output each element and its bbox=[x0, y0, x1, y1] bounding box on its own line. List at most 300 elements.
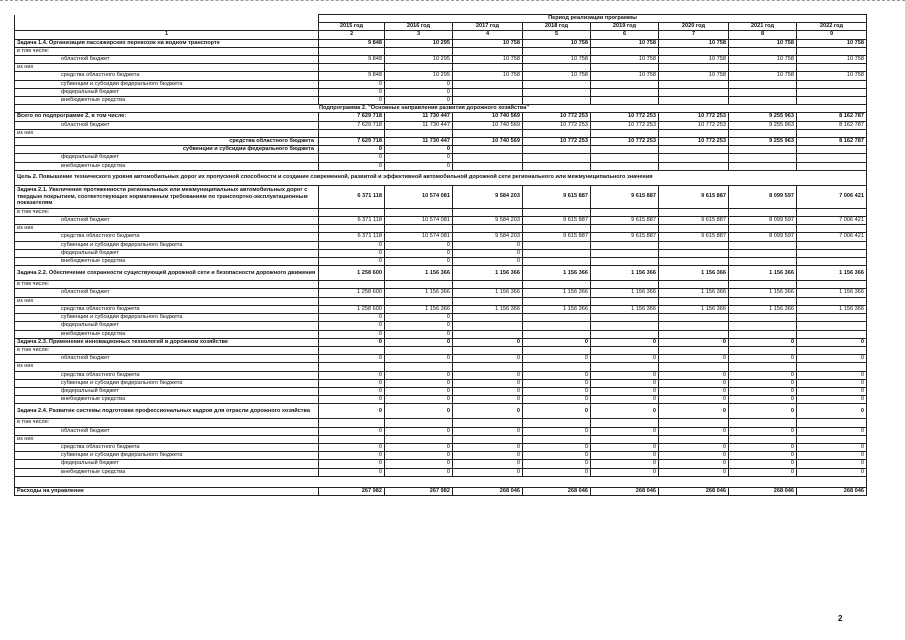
value-cell: 9 615 887 bbox=[523, 233, 591, 241]
value-cell bbox=[385, 297, 453, 305]
value-cell: 7 006 421 bbox=[797, 185, 867, 208]
value-cell: 0 bbox=[797, 468, 867, 476]
value-cell bbox=[453, 297, 523, 305]
row-label: внебюджетные средства bbox=[15, 258, 319, 266]
row-label: внебюджетные средства bbox=[15, 396, 319, 404]
value-cell: 7 629 718 bbox=[319, 113, 385, 121]
value-cell: 0 bbox=[591, 338, 659, 346]
value-cell: 0 bbox=[385, 162, 453, 170]
table-row bbox=[15, 47, 867, 55]
value-cell: 0 bbox=[659, 338, 729, 346]
value-cell bbox=[523, 88, 591, 96]
value-cell bbox=[797, 154, 867, 162]
value-cell bbox=[591, 363, 659, 371]
value-cell: 0 bbox=[453, 249, 523, 257]
column-number-cell: 9 bbox=[797, 31, 867, 39]
value-cell bbox=[797, 435, 867, 443]
value-cell bbox=[453, 64, 523, 72]
value-cell: 8 099 597 bbox=[729, 217, 797, 225]
value-cell: 10 758 bbox=[523, 39, 591, 47]
year-header-cell: 2017 год bbox=[453, 23, 523, 31]
table-row bbox=[15, 217, 867, 225]
value-cell bbox=[319, 129, 385, 137]
value-cell bbox=[797, 346, 867, 354]
value-cell: 0 bbox=[591, 396, 659, 404]
row-label: Расходы на управление bbox=[15, 487, 319, 495]
value-cell: 0 bbox=[385, 146, 453, 154]
value-cell: 9 255 963 bbox=[729, 121, 797, 129]
period-header-row bbox=[15, 15, 867, 23]
value-cell: 0 bbox=[591, 427, 659, 435]
value-cell bbox=[591, 208, 659, 216]
spacer-cell bbox=[15, 476, 867, 487]
value-cell bbox=[729, 64, 797, 72]
value-cell bbox=[591, 281, 659, 289]
row-label: Задача 2.1. Увеличение протяженности региональных или межмуниципальных автомобильных дорог с твердым покрытием, соответствующих нормативным требованиям по транспортно-эксплуатационным показателям bbox=[15, 185, 319, 208]
value-cell: 0 bbox=[797, 355, 867, 363]
value-cell: 0 bbox=[453, 371, 523, 379]
value-cell bbox=[319, 208, 385, 216]
value-cell: 0 bbox=[385, 338, 453, 346]
value-cell: 7 629 718 bbox=[319, 138, 385, 146]
table-row bbox=[15, 56, 867, 64]
value-cell: 0 bbox=[591, 387, 659, 395]
value-cell: 1 156 366 bbox=[453, 289, 523, 297]
value-cell: 10 758 bbox=[729, 56, 797, 64]
value-cell bbox=[385, 281, 453, 289]
value-cell: 10 295 bbox=[385, 72, 453, 80]
value-cell bbox=[797, 129, 867, 137]
value-cell bbox=[319, 225, 385, 233]
value-cell: 0 bbox=[385, 97, 453, 105]
budget-table bbox=[14, 14, 867, 496]
value-cell bbox=[659, 97, 729, 105]
value-cell: 268 046 bbox=[729, 487, 797, 495]
value-cell bbox=[453, 330, 523, 338]
value-cell: 1 156 366 bbox=[659, 289, 729, 297]
value-cell: 0 bbox=[729, 460, 797, 468]
value-cell: 0 bbox=[319, 314, 385, 322]
value-cell: 0 bbox=[453, 338, 523, 346]
value-cell: 0 bbox=[319, 330, 385, 338]
value-cell: 0 bbox=[319, 427, 385, 435]
value-cell: 0 bbox=[385, 314, 453, 322]
table-row bbox=[15, 330, 867, 338]
value-cell: 0 bbox=[453, 396, 523, 404]
value-cell bbox=[729, 80, 797, 88]
row-label: федеральный бюджет bbox=[15, 387, 319, 395]
value-cell: 0 bbox=[319, 249, 385, 257]
value-cell bbox=[523, 314, 591, 322]
value-cell bbox=[523, 208, 591, 216]
table-row bbox=[15, 121, 867, 129]
value-cell: 0 bbox=[591, 379, 659, 387]
value-cell: 0 bbox=[385, 387, 453, 395]
value-cell: 10 758 bbox=[523, 72, 591, 80]
value-cell bbox=[659, 162, 729, 170]
value-cell: 8 099 597 bbox=[729, 185, 797, 208]
value-cell: 10 574 081 bbox=[385, 185, 453, 208]
value-cell bbox=[453, 146, 523, 154]
table-row bbox=[15, 241, 867, 249]
value-cell: 1 156 366 bbox=[797, 266, 867, 281]
row-label: субвенции и субсидии федерального бюджета bbox=[15, 146, 319, 154]
row-label: областной бюджет bbox=[15, 427, 319, 435]
value-cell bbox=[523, 47, 591, 55]
value-cell bbox=[591, 435, 659, 443]
value-cell: 0 bbox=[523, 452, 591, 460]
value-cell: 0 bbox=[729, 396, 797, 404]
value-cell bbox=[523, 154, 591, 162]
table-row bbox=[15, 396, 867, 404]
value-cell: 0 bbox=[797, 396, 867, 404]
table-row bbox=[15, 476, 867, 487]
value-cell bbox=[797, 281, 867, 289]
value-cell: 0 bbox=[797, 387, 867, 395]
subprogram-heading: Подпрограмма 2. "Основные направления развития дорожного хозяйства" bbox=[15, 105, 867, 113]
value-cell bbox=[591, 162, 659, 170]
value-cell: 6 371 118 bbox=[319, 217, 385, 225]
value-cell: 0 bbox=[591, 460, 659, 468]
column-number-cell: 8 bbox=[729, 31, 797, 39]
value-cell: 0 bbox=[319, 387, 385, 395]
value-cell bbox=[319, 419, 385, 427]
value-cell: 0 bbox=[591, 404, 659, 419]
value-cell: 0 bbox=[659, 452, 729, 460]
value-cell bbox=[659, 146, 729, 154]
value-cell: 10 772 253 bbox=[523, 113, 591, 121]
value-cell bbox=[523, 258, 591, 266]
value-cell: 10 758 bbox=[797, 72, 867, 80]
row-label: областной бюджет bbox=[15, 56, 319, 64]
value-cell bbox=[385, 64, 453, 72]
value-cell bbox=[729, 346, 797, 354]
value-cell: 0 bbox=[453, 443, 523, 451]
value-cell: 8 099 597 bbox=[729, 233, 797, 241]
column-number-row bbox=[15, 31, 867, 39]
row-label: Задача 2.4. Развитие системы подготовки профессиональных кадров для отрасли дорожного хозяйства bbox=[15, 404, 319, 419]
table-row bbox=[15, 64, 867, 72]
value-cell: 0 bbox=[319, 322, 385, 330]
value-cell: 10 758 bbox=[453, 56, 523, 64]
value-cell: 1 156 366 bbox=[729, 289, 797, 297]
row-label: из них bbox=[15, 225, 319, 233]
value-cell: 0 bbox=[729, 338, 797, 346]
table-row bbox=[15, 371, 867, 379]
table-row bbox=[15, 452, 867, 460]
value-cell bbox=[729, 435, 797, 443]
value-cell bbox=[729, 419, 797, 427]
table-row bbox=[15, 162, 867, 170]
value-cell bbox=[385, 208, 453, 216]
table-row bbox=[15, 314, 867, 322]
value-cell: 0 bbox=[453, 468, 523, 476]
row-label: субвенции и субсидии федерального бюджета bbox=[15, 314, 319, 322]
row-label: областной бюджет bbox=[15, 355, 319, 363]
value-cell: 10 772 253 bbox=[659, 121, 729, 129]
row-label: в том числе: bbox=[15, 281, 319, 289]
table-row bbox=[15, 404, 867, 419]
value-cell: 10 772 253 bbox=[523, 138, 591, 146]
row-label: в том числе: bbox=[15, 346, 319, 354]
value-cell: 0 bbox=[797, 371, 867, 379]
value-cell: 10 574 081 bbox=[385, 233, 453, 241]
value-cell: 7 629 718 bbox=[319, 121, 385, 129]
value-cell: 0 bbox=[729, 404, 797, 419]
value-cell: 0 bbox=[659, 427, 729, 435]
value-cell: 0 bbox=[659, 396, 729, 404]
value-cell: 7 006 421 bbox=[797, 233, 867, 241]
row-label: Задача 2.3. Применение инновационных технологий в дорожном хозяйстве bbox=[15, 338, 319, 346]
value-cell bbox=[797, 97, 867, 105]
value-cell: 0 bbox=[385, 322, 453, 330]
value-cell bbox=[453, 435, 523, 443]
period-title: Период реализации программы bbox=[319, 15, 867, 23]
value-cell bbox=[523, 97, 591, 105]
value-cell bbox=[797, 241, 867, 249]
value-cell: 1 156 366 bbox=[729, 266, 797, 281]
value-cell: 0 bbox=[659, 379, 729, 387]
value-cell bbox=[591, 64, 659, 72]
value-cell: 0 bbox=[385, 379, 453, 387]
table-row bbox=[15, 427, 867, 435]
value-cell bbox=[797, 225, 867, 233]
value-cell: 0 bbox=[523, 371, 591, 379]
value-cell bbox=[385, 363, 453, 371]
value-cell: 1 156 366 bbox=[523, 266, 591, 281]
header-blank-cell bbox=[15, 23, 319, 31]
value-cell bbox=[729, 154, 797, 162]
value-cell bbox=[729, 322, 797, 330]
value-cell bbox=[729, 297, 797, 305]
value-cell: 0 bbox=[659, 371, 729, 379]
value-cell bbox=[729, 225, 797, 233]
row-label: Задача 1.4. Организация пассажирских перевозок на водном транспорте bbox=[15, 39, 319, 47]
value-cell bbox=[659, 363, 729, 371]
value-cell: 0 bbox=[523, 404, 591, 419]
table-row bbox=[15, 185, 867, 208]
value-cell: 0 bbox=[453, 404, 523, 419]
row-label: из них bbox=[15, 435, 319, 443]
value-cell: 0 bbox=[319, 162, 385, 170]
value-cell: 0 bbox=[319, 404, 385, 419]
table-row bbox=[15, 305, 867, 313]
value-cell: 0 bbox=[319, 80, 385, 88]
value-cell: 10 758 bbox=[591, 56, 659, 64]
column-number-cell: 4 bbox=[453, 31, 523, 39]
value-cell: 0 bbox=[385, 249, 453, 257]
value-cell bbox=[797, 314, 867, 322]
value-cell bbox=[659, 154, 729, 162]
value-cell bbox=[797, 322, 867, 330]
value-cell bbox=[729, 281, 797, 289]
table-row bbox=[15, 113, 867, 121]
scan-edge bbox=[0, 0, 905, 4]
value-cell: 10 740 569 bbox=[453, 138, 523, 146]
value-cell: 9 615 887 bbox=[523, 217, 591, 225]
page-number: 2 bbox=[838, 614, 843, 623]
value-cell: 0 bbox=[453, 241, 523, 249]
value-cell bbox=[659, 208, 729, 216]
value-cell: 1 258 600 bbox=[319, 289, 385, 297]
row-label: средства областного бюджета bbox=[15, 305, 319, 313]
row-label: федеральный бюджет bbox=[15, 154, 319, 162]
value-cell bbox=[591, 129, 659, 137]
value-cell bbox=[659, 129, 729, 137]
value-cell bbox=[797, 64, 867, 72]
value-cell: 1 258 600 bbox=[319, 266, 385, 281]
year-header-cell: 2016 год bbox=[385, 23, 453, 31]
value-cell: 0 bbox=[591, 371, 659, 379]
value-cell: 0 bbox=[659, 355, 729, 363]
table-row bbox=[15, 146, 867, 154]
value-cell bbox=[523, 330, 591, 338]
table-row bbox=[15, 138, 867, 146]
value-cell: 10 574 081 bbox=[385, 217, 453, 225]
value-cell bbox=[385, 47, 453, 55]
table-row bbox=[15, 72, 867, 80]
row-label: в том числе: bbox=[15, 419, 319, 427]
value-cell: 0 bbox=[385, 330, 453, 338]
value-cell bbox=[659, 281, 729, 289]
value-cell: 10 758 bbox=[453, 39, 523, 47]
value-cell: 1 156 366 bbox=[385, 289, 453, 297]
value-cell bbox=[453, 97, 523, 105]
value-cell bbox=[523, 346, 591, 354]
row-label: внебюджетные средства bbox=[15, 162, 319, 170]
value-cell: 0 bbox=[385, 88, 453, 96]
value-cell bbox=[591, 314, 659, 322]
year-header-cell: 2019 год bbox=[591, 23, 659, 31]
table-row bbox=[15, 297, 867, 305]
value-cell: 0 bbox=[729, 387, 797, 395]
value-cell bbox=[453, 281, 523, 289]
value-cell: 0 bbox=[319, 241, 385, 249]
row-label: внебюджетные средства bbox=[15, 97, 319, 105]
value-cell bbox=[797, 80, 867, 88]
value-cell: 6 371 118 bbox=[319, 233, 385, 241]
value-cell: 10 772 253 bbox=[523, 121, 591, 129]
value-cell bbox=[659, 241, 729, 249]
column-number-cell: 5 bbox=[523, 31, 591, 39]
value-cell bbox=[591, 346, 659, 354]
value-cell bbox=[453, 322, 523, 330]
table-row bbox=[15, 363, 867, 371]
value-cell: 0 bbox=[385, 154, 453, 162]
value-cell: 0 bbox=[385, 241, 453, 249]
value-cell: 268 046 bbox=[591, 487, 659, 495]
value-cell: 1 156 366 bbox=[523, 305, 591, 313]
value-cell bbox=[797, 208, 867, 216]
value-cell bbox=[319, 281, 385, 289]
value-cell: 9 584 203 bbox=[453, 217, 523, 225]
value-cell: 0 bbox=[319, 468, 385, 476]
value-cell: 0 bbox=[453, 379, 523, 387]
value-cell: 9 584 203 bbox=[453, 185, 523, 208]
value-cell bbox=[729, 363, 797, 371]
row-label: федеральный бюджет bbox=[15, 249, 319, 257]
row-label: субвенции и субсидии федерального бюджета bbox=[15, 452, 319, 460]
value-cell: 0 bbox=[319, 355, 385, 363]
value-cell bbox=[523, 419, 591, 427]
value-cell: 1 156 366 bbox=[591, 289, 659, 297]
table-row bbox=[15, 258, 867, 266]
value-cell bbox=[523, 162, 591, 170]
value-cell: 0 bbox=[591, 468, 659, 476]
value-cell: 0 bbox=[453, 460, 523, 468]
value-cell: 9 584 203 bbox=[453, 233, 523, 241]
value-cell: 0 bbox=[319, 146, 385, 154]
value-cell: 0 bbox=[319, 379, 385, 387]
value-cell bbox=[591, 249, 659, 257]
value-cell: 0 bbox=[385, 80, 453, 88]
value-cell: 0 bbox=[523, 468, 591, 476]
value-cell bbox=[729, 258, 797, 266]
value-cell bbox=[797, 363, 867, 371]
value-cell bbox=[729, 129, 797, 137]
value-cell: 0 bbox=[385, 443, 453, 451]
value-cell: 9 255 963 bbox=[729, 113, 797, 121]
value-cell bbox=[797, 146, 867, 154]
value-cell: 0 bbox=[453, 452, 523, 460]
value-cell: 1 156 366 bbox=[797, 305, 867, 313]
column-number-cell: 7 bbox=[659, 31, 729, 39]
value-cell: 0 bbox=[523, 379, 591, 387]
goal-heading: Цель 2. Повышение технического уровня автомобильных дорог их пропускной способности и создание современной, развитой и эффективной автомобильной дорожной сети регионального или межмуниципального значения bbox=[15, 170, 867, 185]
column-number-cell: 2 bbox=[319, 31, 385, 39]
value-cell bbox=[319, 346, 385, 354]
table-row bbox=[15, 105, 867, 113]
value-cell bbox=[591, 297, 659, 305]
value-cell: 10 740 569 bbox=[453, 121, 523, 129]
value-cell bbox=[453, 162, 523, 170]
table-row bbox=[15, 460, 867, 468]
value-cell: 0 bbox=[729, 468, 797, 476]
value-cell: 0 bbox=[319, 154, 385, 162]
table-row bbox=[15, 39, 867, 47]
value-cell bbox=[659, 330, 729, 338]
value-cell: 0 bbox=[591, 452, 659, 460]
row-label: средства областного бюджета bbox=[15, 371, 319, 379]
table-row bbox=[15, 266, 867, 281]
value-cell bbox=[453, 47, 523, 55]
value-cell: 0 bbox=[385, 371, 453, 379]
value-cell: 10 295 bbox=[385, 39, 453, 47]
value-cell: 1 156 366 bbox=[729, 305, 797, 313]
value-cell bbox=[729, 330, 797, 338]
value-cell bbox=[659, 47, 729, 55]
row-label: субвенции и субсидии федерального бюджета bbox=[15, 379, 319, 387]
value-cell bbox=[729, 314, 797, 322]
value-cell bbox=[453, 363, 523, 371]
value-cell bbox=[591, 80, 659, 88]
value-cell bbox=[453, 80, 523, 88]
value-cell bbox=[523, 435, 591, 443]
value-cell: 0 bbox=[729, 443, 797, 451]
value-cell bbox=[797, 297, 867, 305]
value-cell: 9 615 887 bbox=[591, 185, 659, 208]
value-cell bbox=[729, 208, 797, 216]
budget-table-body bbox=[15, 39, 867, 495]
value-cell: 0 bbox=[729, 452, 797, 460]
value-cell bbox=[591, 258, 659, 266]
row-label: в том числе: bbox=[15, 47, 319, 55]
table-row bbox=[15, 419, 867, 427]
value-cell bbox=[591, 88, 659, 96]
table-row bbox=[15, 97, 867, 105]
value-cell: 0 bbox=[659, 404, 729, 419]
value-cell bbox=[659, 88, 729, 96]
